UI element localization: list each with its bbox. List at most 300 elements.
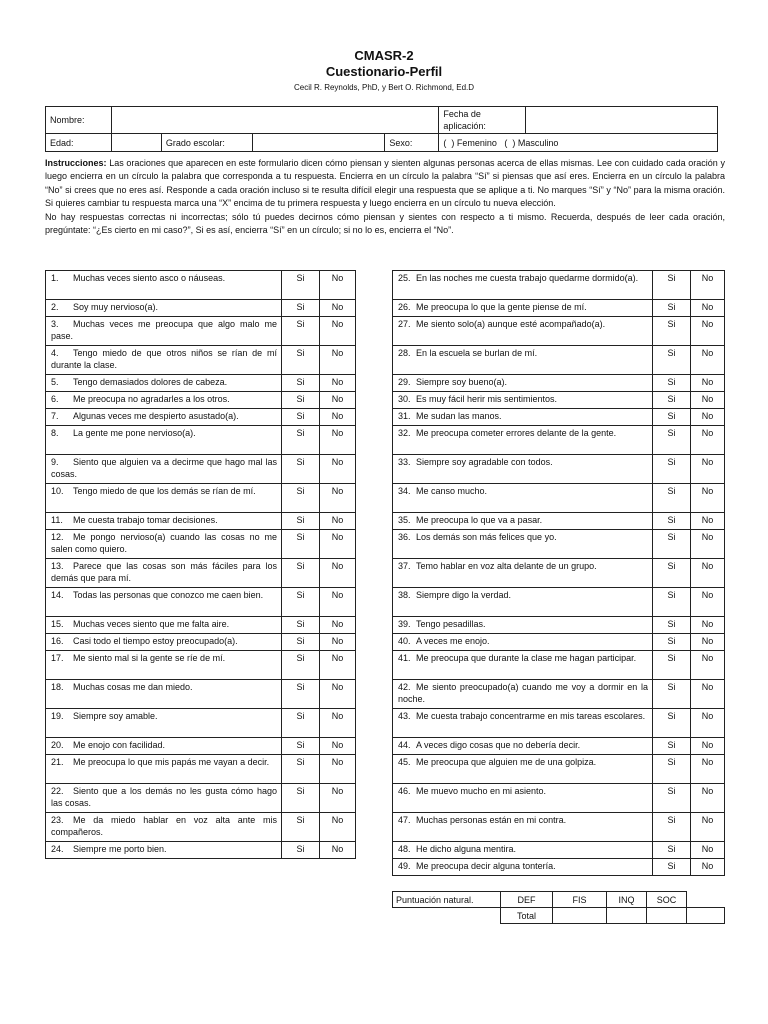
question-label: Me preocupa que durante la clase me hagan participar.: [416, 653, 637, 663]
question-label: Es muy fácil herir mis sentimientos.: [416, 394, 558, 404]
answer-yes[interactable]: Si: [282, 680, 320, 709]
question-row: [393, 346, 725, 375]
answer-yes[interactable]: Si: [653, 409, 691, 426]
question-number: 7.: [51, 411, 59, 421]
question-label: Siento que a los demás no les gusta cómo hago las cosas.: [51, 786, 277, 808]
question-text: [46, 484, 282, 513]
question-row: [393, 634, 725, 651]
answer-yes[interactable]: Si: [653, 271, 691, 300]
answer-no[interactable]: No: [320, 375, 356, 392]
question-row: [393, 813, 725, 842]
instructions-paragraph-2: No hay respuestas correctas ni incorrectas; sólo tú puedes decirnos cómo piensan y sientes con respecto a ti mismo. Recuerda, después de leer cada oración, pregúntate: “¿Es cierto en mi caso?”, Si es así, encierra “Sí” en un círculo; si no lo es, encierra el “No”.: [45, 211, 725, 236]
question-number: 37.: [398, 561, 411, 571]
name-label: Nombre:: [46, 107, 112, 134]
question-number: 17.: [51, 653, 64, 663]
question-number: 2.: [51, 302, 59, 312]
answer-yes[interactable]: Si: [282, 530, 320, 559]
question-text: [46, 680, 282, 709]
answer-no[interactable]: No: [691, 484, 725, 513]
question-label: Tengo miedo de que otros niños se rían de mí durante la clase.: [51, 348, 277, 370]
question-number: 12.: [51, 532, 64, 542]
question-row: [393, 455, 725, 484]
question-label: Tengo pesadillas.: [416, 619, 486, 629]
score-header-def: DEF: [501, 892, 553, 908]
answer-no[interactable]: No: [691, 455, 725, 484]
question-label: He dicho alguna mentira.: [416, 844, 517, 854]
date-field[interactable]: [526, 107, 718, 134]
score-header-inq: INQ: [607, 892, 647, 908]
question-label: En las noches me cuesta trabajo quedarme dormido(a).: [416, 273, 639, 283]
question-label: Siempre soy agradable con todos.: [416, 457, 553, 467]
answer-yes[interactable]: Si: [282, 513, 320, 530]
question-label: Me preocupa lo que mis papás me vayan a decir.: [73, 757, 270, 767]
score-header-fis: FIS: [553, 892, 607, 908]
question-text: [393, 634, 653, 651]
question-row: [46, 634, 356, 651]
sex-options[interactable]: ( ) Femenino ( ) Masculino: [439, 134, 718, 152]
answer-no[interactable]: No: [691, 738, 725, 755]
question-text: [393, 392, 653, 409]
question-label: Me preocupa lo que la gente piense de mí.: [416, 302, 587, 312]
question-text: [393, 859, 653, 876]
answer-no[interactable]: No: [691, 755, 725, 784]
question-label: Soy muy nervioso(a).: [73, 302, 159, 312]
answer-no[interactable]: No: [691, 426, 725, 455]
question-number: 20.: [51, 740, 64, 750]
answer-no[interactable]: No: [691, 559, 725, 588]
answer-yes[interactable]: Si: [282, 484, 320, 513]
answer-no[interactable]: No: [320, 651, 356, 680]
answer-yes[interactable]: Si: [653, 317, 691, 346]
answer-yes[interactable]: Si: [282, 559, 320, 588]
answer-no[interactable]: No: [320, 709, 356, 738]
question-text: [393, 588, 653, 617]
question-number: 5.: [51, 377, 59, 387]
answer-yes[interactable]: Si: [653, 634, 691, 651]
question-text: [393, 513, 653, 530]
question-text: [46, 588, 282, 617]
answer-yes[interactable]: Si: [282, 346, 320, 375]
question-text: [46, 271, 282, 300]
score-cell-soc[interactable]: [687, 908, 725, 924]
question-text: [46, 634, 282, 651]
question-row: [393, 709, 725, 738]
answer-yes[interactable]: Si: [653, 651, 691, 680]
question-row: [46, 755, 356, 784]
question-text: [393, 484, 653, 513]
question-text: [46, 755, 282, 784]
question-number: 30.: [398, 394, 411, 404]
question-text: [46, 530, 282, 559]
question-row: [46, 617, 356, 634]
answer-yes[interactable]: Si: [653, 346, 691, 375]
question-row: [393, 426, 725, 455]
answer-no[interactable]: No: [320, 317, 356, 346]
answer-yes[interactable]: Si: [282, 455, 320, 484]
question-text: [393, 709, 653, 738]
question-row: [46, 530, 356, 559]
answer-no[interactable]: No: [320, 617, 356, 634]
question-label: Parece que las cosas son más fáciles para los demás que para mí.: [51, 561, 277, 583]
answer-yes[interactable]: Si: [282, 426, 320, 455]
question-label: Me cuesta trabajo concentrarme en mis tareas escolares.: [416, 711, 646, 721]
answer-no[interactable]: No: [691, 859, 725, 876]
question-label: Algunas veces me despierto asustado(a).: [73, 411, 239, 421]
question-number: 33.: [398, 457, 411, 467]
question-label: Tengo demasiados dolores de cabeza.: [73, 377, 228, 387]
answer-no[interactable]: No: [320, 559, 356, 588]
answer-no[interactable]: No: [691, 300, 725, 317]
question-label: Muchas personas están en mi contra.: [416, 815, 567, 825]
question-number: 45.: [398, 757, 411, 767]
question-row: [46, 738, 356, 755]
question-label: La gente me pone nervioso(a).: [73, 428, 196, 438]
question-number: 13.: [51, 561, 64, 571]
answer-yes[interactable]: Si: [653, 300, 691, 317]
answer-yes[interactable]: Si: [282, 755, 320, 784]
question-label: Me enojo con facilidad.: [73, 740, 166, 750]
question-number: 44.: [398, 740, 411, 750]
question-row: [393, 392, 725, 409]
question-text: [393, 784, 653, 813]
question-row: [393, 859, 725, 876]
question-number: 41.: [398, 653, 411, 663]
question-number: 40.: [398, 636, 411, 646]
question-row: [393, 651, 725, 680]
answer-yes[interactable]: Si: [282, 634, 320, 651]
question-label: Siempre digo la verdad.: [416, 590, 512, 600]
answer-yes[interactable]: Si: [653, 617, 691, 634]
question-text: [393, 530, 653, 559]
name-field[interactable]: [111, 107, 438, 134]
answer-no[interactable]: No: [691, 271, 725, 300]
answer-yes[interactable]: Si: [282, 375, 320, 392]
answer-yes[interactable]: Si: [282, 409, 320, 426]
answer-yes[interactable]: Si: [653, 680, 691, 709]
question-row: [46, 784, 356, 813]
answer-no[interactable]: No: [691, 346, 725, 375]
answer-yes[interactable]: Si: [282, 392, 320, 409]
question-label: Temo hablar en voz alta delante de un grupo.: [416, 561, 597, 571]
answer-no[interactable]: No: [320, 271, 356, 300]
question-row: [393, 409, 725, 426]
answer-no[interactable]: No: [320, 409, 356, 426]
answer-yes[interactable]: Si: [653, 842, 691, 859]
question-number: 21.: [51, 757, 64, 767]
question-label: Muchas veces siento asco o náuseas.: [73, 273, 226, 283]
question-label: Casi todo el tiempo estoy preocupado(a).: [73, 636, 238, 646]
questions-table-left: [45, 270, 356, 859]
answer-no[interactable]: No: [320, 392, 356, 409]
question-number: 39.: [398, 619, 411, 629]
question-text: [46, 559, 282, 588]
form-code: CMASR-2: [354, 48, 414, 63]
question-text: [393, 346, 653, 375]
answer-no[interactable]: No: [691, 842, 725, 859]
question-text: [393, 300, 653, 317]
question-row: [46, 392, 356, 409]
question-text: [46, 513, 282, 530]
question-row: [393, 300, 725, 317]
answer-no[interactable]: No: [691, 317, 725, 346]
question-text: [46, 738, 282, 755]
answer-yes[interactable]: Si: [653, 484, 691, 513]
question-number: 18.: [51, 682, 64, 692]
answer-no[interactable]: No: [691, 784, 725, 813]
question-row: [46, 651, 356, 680]
question-number: 43.: [398, 711, 411, 721]
question-label: En la escuela se burlan de mí.: [416, 348, 538, 358]
question-text: [46, 346, 282, 375]
score-header-soc: SOC: [647, 892, 687, 908]
question-number: 38.: [398, 590, 411, 600]
question-row: [393, 784, 725, 813]
question-label: Siento que alguien va a decirme que hago mal las cosas.: [51, 457, 277, 479]
question-number: 4.: [51, 348, 59, 358]
question-number: 16.: [51, 636, 64, 646]
question-number: 29.: [398, 377, 411, 387]
question-label: Me cuesta trabajo tomar decisiones.: [73, 515, 218, 525]
answer-yes[interactable]: Si: [282, 300, 320, 317]
question-label: Siempre soy amable.: [73, 711, 158, 721]
question-label: Me da miedo hablar en voz alta ante mis compañeros.: [51, 815, 277, 837]
answer-no[interactable]: No: [320, 484, 356, 513]
question-number: 25.: [398, 273, 411, 283]
question-text: [46, 617, 282, 634]
question-text: [393, 271, 653, 300]
question-row: [393, 680, 725, 709]
question-row: [46, 455, 356, 484]
question-text: [393, 455, 653, 484]
question-label: Me preocupa cometer errores delante de la gente.: [416, 428, 617, 438]
question-row: [46, 346, 356, 375]
answer-yes[interactable]: Si: [653, 755, 691, 784]
answer-no[interactable]: No: [320, 738, 356, 755]
question-text: [393, 375, 653, 392]
question-label: Muchas cosas me dan miedo.: [73, 682, 193, 692]
answer-yes[interactable]: Si: [282, 588, 320, 617]
answer-yes[interactable]: Si: [282, 709, 320, 738]
question-text: [46, 426, 282, 455]
question-label: Me preocupa lo que va a pasar.: [416, 515, 543, 525]
answer-no[interactable]: No: [320, 346, 356, 375]
answer-yes[interactable]: Si: [282, 813, 320, 842]
question-row: [46, 842, 356, 859]
scoring-table: [392, 891, 725, 924]
question-label: Siempre soy bueno(a).: [416, 377, 508, 387]
score-cell-def[interactable]: [553, 908, 607, 924]
question-text: [46, 784, 282, 813]
question-text: [393, 317, 653, 346]
total-label: Total: [501, 908, 553, 924]
question-row: [393, 738, 725, 755]
question-number: 22.: [51, 786, 64, 796]
question-text: [393, 409, 653, 426]
question-row: [46, 317, 356, 346]
question-number: 31.: [398, 411, 411, 421]
question-text: [46, 375, 282, 392]
question-label: A veces digo cosas que no debería decir.: [416, 740, 581, 750]
question-label: Me canso mucho.: [416, 486, 488, 496]
question-text: [393, 559, 653, 588]
answer-no[interactable]: No: [691, 392, 725, 409]
question-number: 27.: [398, 319, 411, 329]
answer-no[interactable]: No: [691, 409, 725, 426]
answer-yes[interactable]: Si: [653, 784, 691, 813]
answer-no[interactable]: No: [320, 455, 356, 484]
answer-yes[interactable]: Si: [653, 588, 691, 617]
answer-no[interactable]: No: [691, 651, 725, 680]
answer-yes[interactable]: Si: [653, 859, 691, 876]
answer-no[interactable]: No: [691, 375, 725, 392]
question-row: [46, 375, 356, 392]
question-text: [393, 651, 653, 680]
question-label: Me siento solo(a) aunque esté acompañado(a).: [416, 319, 606, 329]
answer-no[interactable]: No: [691, 709, 725, 738]
question-label: Me preocupa que alguien me de una golpiza.: [416, 757, 597, 767]
question-number: 23.: [51, 815, 64, 825]
question-text: [393, 617, 653, 634]
question-label: Siempre me porto bien.: [73, 844, 167, 854]
question-label: Me pongo nervioso(a) cuando las cosas no me salen como quiero.: [51, 532, 277, 554]
age-field[interactable]: [111, 134, 161, 152]
answer-yes[interactable]: Si: [282, 651, 320, 680]
question-row: [393, 271, 725, 300]
answer-no[interactable]: No: [320, 300, 356, 317]
question-row: [46, 426, 356, 455]
instructions-lead: Instrucciones:: [45, 158, 107, 168]
question-label: Muchas veces me preocupa que algo malo me pase.: [51, 319, 277, 341]
question-text: [46, 317, 282, 346]
question-number: 48.: [398, 844, 411, 854]
question-number: 32.: [398, 428, 411, 438]
answer-no[interactable]: No: [320, 784, 356, 813]
question-text: [393, 813, 653, 842]
question-row: [393, 375, 725, 392]
answer-no[interactable]: No: [320, 513, 356, 530]
question-row: [393, 530, 725, 559]
answer-yes[interactable]: Si: [653, 813, 691, 842]
grade-label: Grado escolar:: [161, 134, 252, 152]
answer-no[interactable]: No: [320, 588, 356, 617]
answer-no[interactable]: No: [691, 588, 725, 617]
question-row: [46, 484, 356, 513]
answer-yes[interactable]: Si: [653, 455, 691, 484]
question-number: 1.: [51, 273, 59, 283]
question-row: [46, 409, 356, 426]
question-number: 35.: [398, 515, 411, 525]
answer-no[interactable]: No: [320, 755, 356, 784]
answer-yes[interactable]: Si: [653, 375, 691, 392]
question-number: 8.: [51, 428, 59, 438]
answer-no[interactable]: No: [320, 426, 356, 455]
question-row: [393, 588, 725, 617]
question-text: [393, 755, 653, 784]
question-number: 6.: [51, 394, 59, 404]
answer-no[interactable]: No: [691, 813, 725, 842]
question-row: [46, 813, 356, 842]
answer-yes[interactable]: Si: [282, 738, 320, 755]
answer-no[interactable]: No: [691, 634, 725, 651]
question-number: 47.: [398, 815, 411, 825]
answer-yes[interactable]: Si: [653, 559, 691, 588]
answer-no[interactable]: No: [320, 530, 356, 559]
score-cell-fis[interactable]: [607, 908, 647, 924]
question-number: 11.: [51, 515, 63, 525]
answer-yes[interactable]: Si: [653, 426, 691, 455]
question-row: [46, 588, 356, 617]
answer-no[interactable]: No: [691, 530, 725, 559]
score-cell-inq[interactable]: [647, 908, 687, 924]
question-row: [46, 709, 356, 738]
question-row: [393, 317, 725, 346]
question-row: [46, 271, 356, 300]
question-row: [393, 559, 725, 588]
question-text: [46, 651, 282, 680]
answer-yes[interactable]: Si: [282, 317, 320, 346]
answer-yes[interactable]: Si: [282, 617, 320, 634]
answer-yes[interactable]: Si: [653, 530, 691, 559]
question-number: 28.: [398, 348, 411, 358]
answer-no[interactable]: No: [320, 680, 356, 709]
question-text: [46, 842, 282, 859]
answer-yes[interactable]: Si: [653, 709, 691, 738]
question-text: [393, 738, 653, 755]
answer-yes[interactable]: Si: [653, 738, 691, 755]
question-number: 15.: [51, 619, 64, 629]
age-label: Edad:: [46, 134, 112, 152]
answer-yes[interactable]: Si: [282, 271, 320, 300]
answer-no[interactable]: No: [320, 813, 356, 842]
answer-no[interactable]: No: [691, 680, 725, 709]
question-number: 42.: [398, 682, 411, 692]
question-label: Me preocupa no agradarles a los otros.: [73, 394, 230, 404]
question-number: 36.: [398, 532, 411, 542]
date-label: Fecha de aplicación:: [439, 107, 526, 134]
answer-no[interactable]: No: [691, 513, 725, 530]
question-text: [393, 842, 653, 859]
question-row: [393, 755, 725, 784]
question-number: 3.: [51, 319, 59, 329]
question-text: [393, 680, 653, 709]
answer-no[interactable]: No: [691, 617, 725, 634]
question-number: 49.: [398, 861, 411, 871]
answer-no[interactable]: No: [320, 634, 356, 651]
question-row: [46, 300, 356, 317]
sex-label: Sexo:: [385, 134, 439, 152]
answer-yes[interactable]: Si: [282, 842, 320, 859]
identification-table: [45, 106, 718, 152]
question-number: 19.: [51, 711, 64, 721]
answer-yes[interactable]: Si: [282, 784, 320, 813]
question-text: [46, 813, 282, 842]
question-label: Me siento preocupado(a) cuando me voy a dormir en la noche.: [398, 682, 648, 704]
question-row: [393, 513, 725, 530]
question-number: 9.: [51, 457, 59, 467]
raw-score-label: Puntuación natural.: [393, 892, 501, 908]
grade-field[interactable]: [252, 134, 385, 152]
answer-no[interactable]: No: [320, 842, 356, 859]
question-number: 14.: [51, 590, 64, 600]
answer-yes[interactable]: Si: [653, 392, 691, 409]
question-row: [46, 559, 356, 588]
question-text: [46, 409, 282, 426]
question-row: [393, 617, 725, 634]
question-text: [46, 392, 282, 409]
questions-table-right: [392, 270, 725, 876]
answer-yes[interactable]: Si: [653, 513, 691, 530]
question-number: 46.: [398, 786, 411, 796]
